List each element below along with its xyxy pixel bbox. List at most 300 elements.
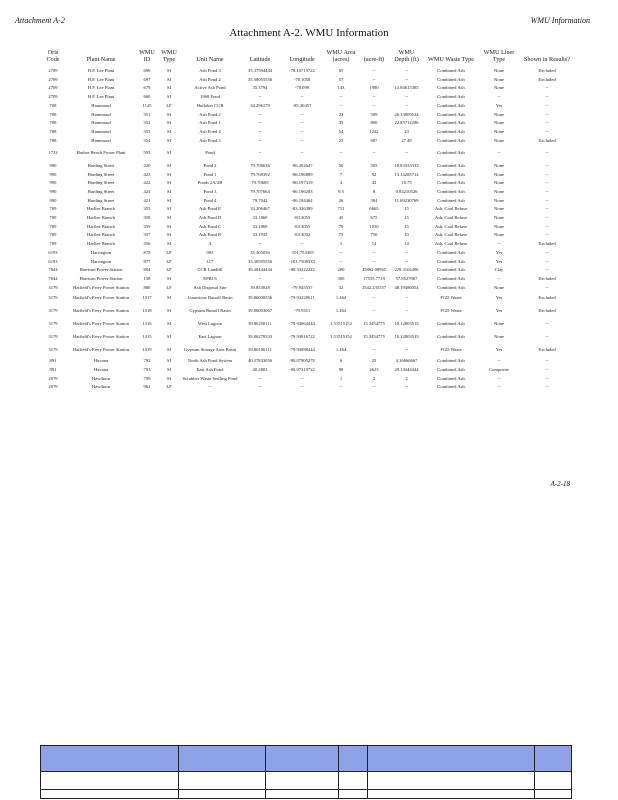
table-cell: Combined Ash (437, 150, 465, 156)
table-cell: -- (258, 137, 262, 143)
table-cell: East Lagoon (198, 334, 222, 340)
table-row (40, 239, 575, 248)
table-cell: 10.12803515 (394, 334, 419, 340)
blank-cell (535, 790, 572, 799)
table-cell: SI (166, 68, 172, 74)
table-cell: SI (166, 308, 172, 314)
table-cell: 711 (337, 206, 345, 212)
table-cell: 26.33809524 (394, 111, 419, 117)
table-row (40, 157, 575, 170)
table-cell: SI (166, 120, 172, 126)
page-title: Attachment A-2. WMU Information (229, 27, 389, 39)
table-cell: 92 (371, 171, 377, 177)
table-cell: H.F. Lee Plant (87, 76, 115, 82)
table-cell: None (494, 171, 504, 177)
table-cell: Yes (495, 258, 503, 264)
table-row (40, 365, 575, 374)
table-cell: 6193 (48, 258, 58, 264)
table-cell: 709 (49, 223, 57, 229)
table-cell: 33.1935 (252, 232, 268, 238)
table-cell: -- (300, 137, 304, 143)
table-cell: -83.3052 (293, 232, 311, 238)
table-cell: SI (166, 137, 172, 143)
column-header: WMU Liner Type (483, 49, 515, 64)
table-cell: 33.1869 (252, 223, 268, 229)
table-cell: 1733 (48, 150, 58, 156)
table-cell: Combined Ash (437, 76, 465, 82)
table-cell: LF (166, 267, 172, 273)
blank-cell (41, 746, 179, 772)
table-cell: -- (339, 150, 343, 156)
table-cell: -- (339, 258, 343, 264)
table-cell: 1.464 (335, 347, 347, 353)
column-header: Unit Name (196, 56, 224, 64)
table-cell: 422 (143, 180, 151, 186)
table-cell: Ponds 2A/2B (197, 180, 223, 186)
column-header: Latitude (249, 56, 271, 64)
column-header: WMU Depth (ft) (394, 49, 419, 64)
table-cell: 45 (338, 215, 344, 221)
table-cell: 35.38055556 (247, 76, 273, 82)
table-cell: SI (166, 180, 172, 186)
table-cell: 1 (339, 241, 343, 247)
table-cell: -101.754305 (290, 249, 314, 255)
table-cell: -- (339, 384, 343, 390)
table-cell: -- (404, 308, 409, 314)
table-cell: 39.86278333 (247, 334, 273, 340)
table-cell: Hawthorn (91, 375, 111, 381)
table-cell: Hatfield's Ferry Power Station (73, 321, 129, 327)
table-cell: Combined Ash (437, 275, 465, 281)
table-cell: 11.69230769 (394, 197, 419, 203)
table-cell: -- (545, 366, 549, 372)
table-cell: 4.16666667 (395, 358, 418, 364)
table-cell: None (494, 334, 504, 340)
table-cell: -- (545, 267, 549, 273)
table-cell: Combined Ash (437, 120, 465, 126)
table-cell: Excluded (538, 308, 556, 314)
table-cell: -- (404, 76, 409, 82)
table-cell: 894 (143, 267, 151, 273)
table-cell: Combined Ash (437, 85, 465, 91)
table-cell: Scrubber Waste Settling Pond (182, 375, 238, 381)
table-cell: Combined Ash (437, 102, 465, 108)
table-cell: -- (497, 275, 501, 281)
table-cell: 1242 (369, 128, 379, 134)
table-cell: Limestone Runoff Basin (187, 295, 233, 301)
table-cell: -- (372, 76, 376, 82)
table-cell: Hammond (91, 137, 111, 143)
table-cell: SI (166, 334, 172, 340)
table-cell: -- (545, 258, 549, 264)
table-cell: Harding Street (87, 180, 115, 186)
table-cell: -- (372, 102, 376, 108)
table-cell: Combined Ash (437, 189, 465, 194)
table-cell: 990 (49, 180, 57, 186)
table-cell: -83.3055 (293, 223, 311, 229)
table-cell: 158 (143, 275, 151, 281)
blank-cell (368, 746, 535, 772)
table-cell: SI (166, 206, 172, 212)
table-cell: 65 (338, 68, 344, 74)
table-cell: 79.708636 (250, 162, 270, 168)
table-cell: Harrison Power Station (79, 275, 123, 281)
table-cell: -- (372, 249, 376, 255)
table-cell: 90 (338, 366, 344, 372)
table-cell: Ash Pond 4 (199, 128, 221, 134)
table-cell: -- (258, 111, 262, 117)
table-cell: SI (166, 232, 172, 238)
table-cell: Combined Ash (437, 375, 465, 381)
table-cell: 143 (337, 85, 345, 91)
table-cell: -- (545, 150, 549, 156)
table-cell: Ash Pond 2 (199, 111, 221, 117)
blank-table-row (41, 772, 572, 790)
table-cell: 7644 (48, 267, 58, 273)
table-cell: 6665 (369, 206, 379, 212)
table-cell: -- (404, 384, 409, 390)
table-cell: SI (166, 162, 172, 168)
table-cell: Ash Pond B (198, 232, 222, 238)
table-cell: -- (339, 102, 343, 108)
table-cell: -- (497, 384, 501, 390)
table-cell: Clay (494, 267, 504, 273)
table-cell: Ash Pond 3 (199, 68, 221, 74)
table-cell: 359 (143, 223, 151, 229)
table-cell: 1980 (369, 85, 379, 91)
table-cell: -- (545, 358, 549, 364)
table-row (40, 248, 575, 257)
table-cell: 13.84615385 (394, 85, 419, 91)
table-cell: 13.14285714 (394, 171, 419, 177)
table-row (40, 283, 575, 292)
header-left-label: Attachment A-2 (15, 16, 65, 25)
table-cell: Ash Pond 3 (199, 137, 221, 143)
table-cell: -- (404, 94, 409, 100)
table-cell: -- (545, 94, 549, 100)
column-header: (acre-ft) (363, 56, 385, 64)
table-cell: -79.93064444 (289, 321, 315, 327)
table-cell: 1.464 (335, 308, 347, 314)
table-cell: 79.70665 (251, 180, 269, 186)
table-cell: -- (372, 295, 376, 301)
table-cell: -85.30457 (292, 102, 312, 108)
table-cell: Yes (495, 249, 503, 255)
table-row (40, 374, 575, 383)
table-cell: Hatfield's Ferry Power Station (73, 308, 129, 314)
table-cell: 1319 (142, 347, 152, 353)
table-cell: -80.33222222 (289, 267, 315, 273)
table-row (40, 265, 575, 274)
table-row (40, 187, 575, 196)
table-cell: 15 (404, 215, 409, 221)
table-cell: 79.708392 (250, 171, 270, 177)
table-cell: North Ash Pond System (187, 358, 233, 364)
table-cell: 35.30505556 (247, 258, 273, 264)
table-cell: -83.326389 (291, 206, 313, 212)
table-cell: -78.099 (294, 85, 310, 91)
table-header-row (40, 49, 575, 66)
table-cell: 660 (143, 94, 151, 100)
column-header: Longitude (289, 56, 315, 64)
table-cell: SI (166, 171, 172, 177)
table-cell: 7644 (48, 275, 58, 281)
table-row (40, 136, 575, 145)
table-cell: -79.93088444 (289, 347, 315, 353)
table-cell: Combined Ash (437, 94, 465, 100)
table-cell: None (494, 206, 504, 212)
table-cell: 22.85714286 (394, 120, 419, 126)
table-cell: Combined Ash (437, 284, 465, 290)
table-cell: -- (300, 375, 304, 381)
blank-cell (339, 772, 368, 790)
table-cell: -- (497, 94, 501, 100)
table-cell: 27.48 (401, 137, 412, 143)
table-cell: Hawthorn (91, 384, 111, 390)
table-cell: 1317 (142, 295, 152, 301)
table-cell: SI (166, 94, 172, 100)
table-cell: -- (300, 128, 304, 134)
table-cell: 3179 (48, 321, 58, 327)
table-row (40, 92, 575, 101)
table-cell: LF (166, 249, 172, 255)
table-cell: None (494, 76, 504, 82)
table-cell: 3179 (48, 295, 58, 301)
table-cell: Combined Ash (437, 267, 465, 273)
table-cell: 25 (371, 358, 377, 364)
table-cell: -- (404, 347, 409, 353)
table-cell: -- (372, 68, 376, 74)
table-cell: Ash Pond 1 (199, 120, 221, 126)
table-cell: -86.202647 (291, 162, 313, 168)
blank-cell (266, 772, 339, 790)
table-cell: SI (166, 85, 172, 91)
table-cell: 3179 (48, 284, 58, 290)
table-cell: 800 (370, 120, 378, 126)
column-header: WMU Area (acres) (326, 49, 356, 64)
table-cell: West Lagoon (197, 321, 223, 327)
table-cell: -101.7308333 (289, 258, 315, 264)
table-cell: Harllee Branch (87, 215, 115, 221)
table-cell: Harllee Branch (87, 241, 115, 247)
table-cell: -- (545, 215, 549, 221)
table-cell: -- (258, 150, 262, 156)
table-cell: Harding Street (87, 162, 115, 168)
table-cell: 33.1869 (252, 215, 268, 221)
table-cell: 3179 (48, 334, 58, 340)
table-cell: -- (404, 68, 409, 74)
table-cell: 423 (143, 171, 151, 177)
table-cell: Harding Street (87, 197, 115, 203)
table-cell: Active Ash Pond (194, 85, 226, 91)
table-cell: East Ash Pond (196, 366, 224, 372)
table-cell: 10.75 (401, 180, 412, 186)
table-cell: A (208, 241, 212, 247)
table-cell: Excluded (538, 76, 556, 82)
table-cell: Combined Ash (437, 128, 465, 134)
table-cell: Combined Ash (437, 321, 465, 327)
table-cell: Combined Ash (437, 180, 465, 186)
table-cell: -- (339, 249, 343, 255)
table-cell: 14 (404, 241, 409, 247)
blank-cell (368, 772, 535, 790)
table-cell: SI (166, 197, 172, 203)
table-cell: 709 (49, 232, 57, 238)
table-cell: None (494, 284, 504, 290)
blank-cell (339, 790, 368, 799)
table-cell: 2709 (48, 94, 58, 100)
table-cell: Ash Disposal Site (193, 284, 227, 290)
table-cell: Harbor Beach Power Plant (76, 150, 126, 156)
table-cell: Havana (93, 366, 109, 372)
table-cell: 708 (49, 120, 57, 126)
table-cell: -- (545, 180, 549, 186)
table-cell: 708 (49, 137, 57, 143)
table-cell: 7 (339, 171, 343, 177)
table-cell: 300 (337, 275, 345, 281)
table-cell: None (494, 189, 504, 194)
table-cell: -- (258, 128, 262, 134)
table-cell: Combined Ash (437, 384, 465, 390)
table-cell: Harllee Branch (87, 206, 115, 212)
table-cell: 1318 (142, 308, 152, 314)
table-cell: 40.2803 (252, 366, 268, 372)
table-cell: Harllee Branch (87, 223, 115, 229)
blank-cell (179, 746, 266, 772)
table-cell: 26 (338, 197, 344, 203)
table-cell: 39.40444444 (247, 267, 273, 273)
table-cell: 45862.08965 (361, 267, 387, 273)
table-cell: 891 (49, 366, 57, 372)
table-cell: -- (258, 94, 262, 100)
table-cell: -90.07319722 (289, 366, 315, 372)
table-row (40, 291, 575, 304)
table-cell: 2 (405, 375, 408, 381)
table-cell: Pond 2 (203, 162, 217, 168)
table-cell: 1.51515152 (330, 321, 352, 327)
table-cell: Hatfield's Ferry Power Station (73, 284, 129, 290)
table-cell: -- (258, 120, 262, 126)
table-cell: Hammond (91, 120, 111, 126)
table-cell: 48.19486054 (394, 284, 419, 290)
table-cell: 39.86003067 (247, 308, 273, 314)
table-cell: SI (166, 76, 172, 82)
table-row (40, 343, 575, 356)
blank-form-table (40, 745, 572, 799)
table-cell: 799 (143, 375, 151, 381)
table-cell: -- (545, 375, 549, 381)
table-cell: 421 (143, 197, 151, 203)
table-row (40, 317, 575, 330)
table-cell: None (494, 223, 504, 229)
table-cell: 15 (404, 206, 409, 212)
table-cell: Excluded (538, 68, 556, 74)
table-cell: Combined Ash (437, 162, 465, 168)
table-cell: Yes (495, 295, 503, 301)
table-cell: H.F. Lee Plant (87, 85, 115, 91)
table-cell: 117 (206, 258, 214, 264)
table-cell: -86.196889 (291, 171, 313, 177)
table-cell: SI (166, 295, 172, 301)
table-cell: 1315 (142, 334, 152, 340)
table-cell: 2 (372, 375, 376, 381)
table-row (40, 257, 575, 266)
table-cell: 4 (339, 180, 343, 186)
table-cell: -- (300, 275, 304, 281)
table-cell: Yes (495, 308, 503, 314)
table-cell: -- (545, 284, 549, 290)
table-cell: 42 (371, 180, 377, 186)
blank-cell (368, 790, 535, 799)
table-cell: Hatfield's Ferry Power Station (73, 334, 129, 340)
table-cell: Excluded (538, 347, 556, 353)
table-cell: -- (339, 94, 343, 100)
table-cell: 39.86258111 (248, 321, 272, 327)
table-cell: Hammond (91, 128, 111, 134)
table-cell: -- (300, 241, 304, 247)
table-cell: 509 (370, 111, 378, 117)
table-cell: -- (300, 384, 304, 390)
table-row (40, 330, 575, 343)
table-row (40, 304, 575, 317)
table-cell: 79.7042 (252, 197, 268, 203)
table-cell: 17555.7719 (363, 275, 385, 281)
table-cell: -- (372, 347, 376, 353)
table-cell: 877 (143, 258, 151, 264)
table-cell: 697 (143, 76, 151, 82)
table-cell: Combined Ash (437, 358, 465, 364)
table-cell: 29.14444444 (394, 366, 419, 372)
table-cell: 15.3454775 (363, 334, 385, 340)
table-cell: Excluded (538, 275, 556, 281)
table-cell: 35 (338, 120, 344, 126)
table-cell: Hatfield's Ferry Power Station (73, 295, 129, 301)
table-cell: 750 (370, 232, 378, 238)
table-cell: -- (545, 189, 549, 194)
column-header: Plant Name (86, 56, 116, 64)
table-cell: -- (545, 120, 549, 126)
table-cell: 23 (338, 111, 344, 117)
table-cell: 1145 (142, 102, 152, 108)
table-cell: Excluded (538, 137, 556, 143)
table-cell: 3179 (48, 308, 58, 314)
table-cell: 57.8527067 (395, 275, 418, 281)
table-cell: 40.27833056 (247, 358, 273, 364)
table-cell: 15.3454775 (363, 321, 385, 327)
table-cell: -- (497, 241, 501, 247)
table-cell: -- (208, 384, 212, 390)
table-cell: Ash Pond D (198, 215, 222, 221)
table-cell: 353 (143, 128, 151, 134)
table-cell: -- (372, 150, 376, 156)
table-cell: -- (372, 258, 376, 264)
table-cell: Harding Street (87, 171, 115, 177)
table-row (40, 196, 575, 205)
table-cell: Excluded (538, 241, 556, 247)
blank-cell (339, 746, 368, 772)
table-cell: -- (404, 249, 409, 255)
table-cell: LF (166, 284, 172, 290)
blank-cell (535, 746, 572, 772)
table-cell: -- (404, 258, 409, 264)
wmu-table (40, 49, 575, 391)
table-cell: EPRI 6 (203, 275, 217, 281)
table-cell: -- (545, 197, 549, 203)
column-header: WMU ID (139, 49, 155, 64)
table-cell: -- (300, 111, 304, 117)
table-cell: -- (545, 223, 549, 229)
table-cell: Combined Ash (437, 334, 465, 340)
